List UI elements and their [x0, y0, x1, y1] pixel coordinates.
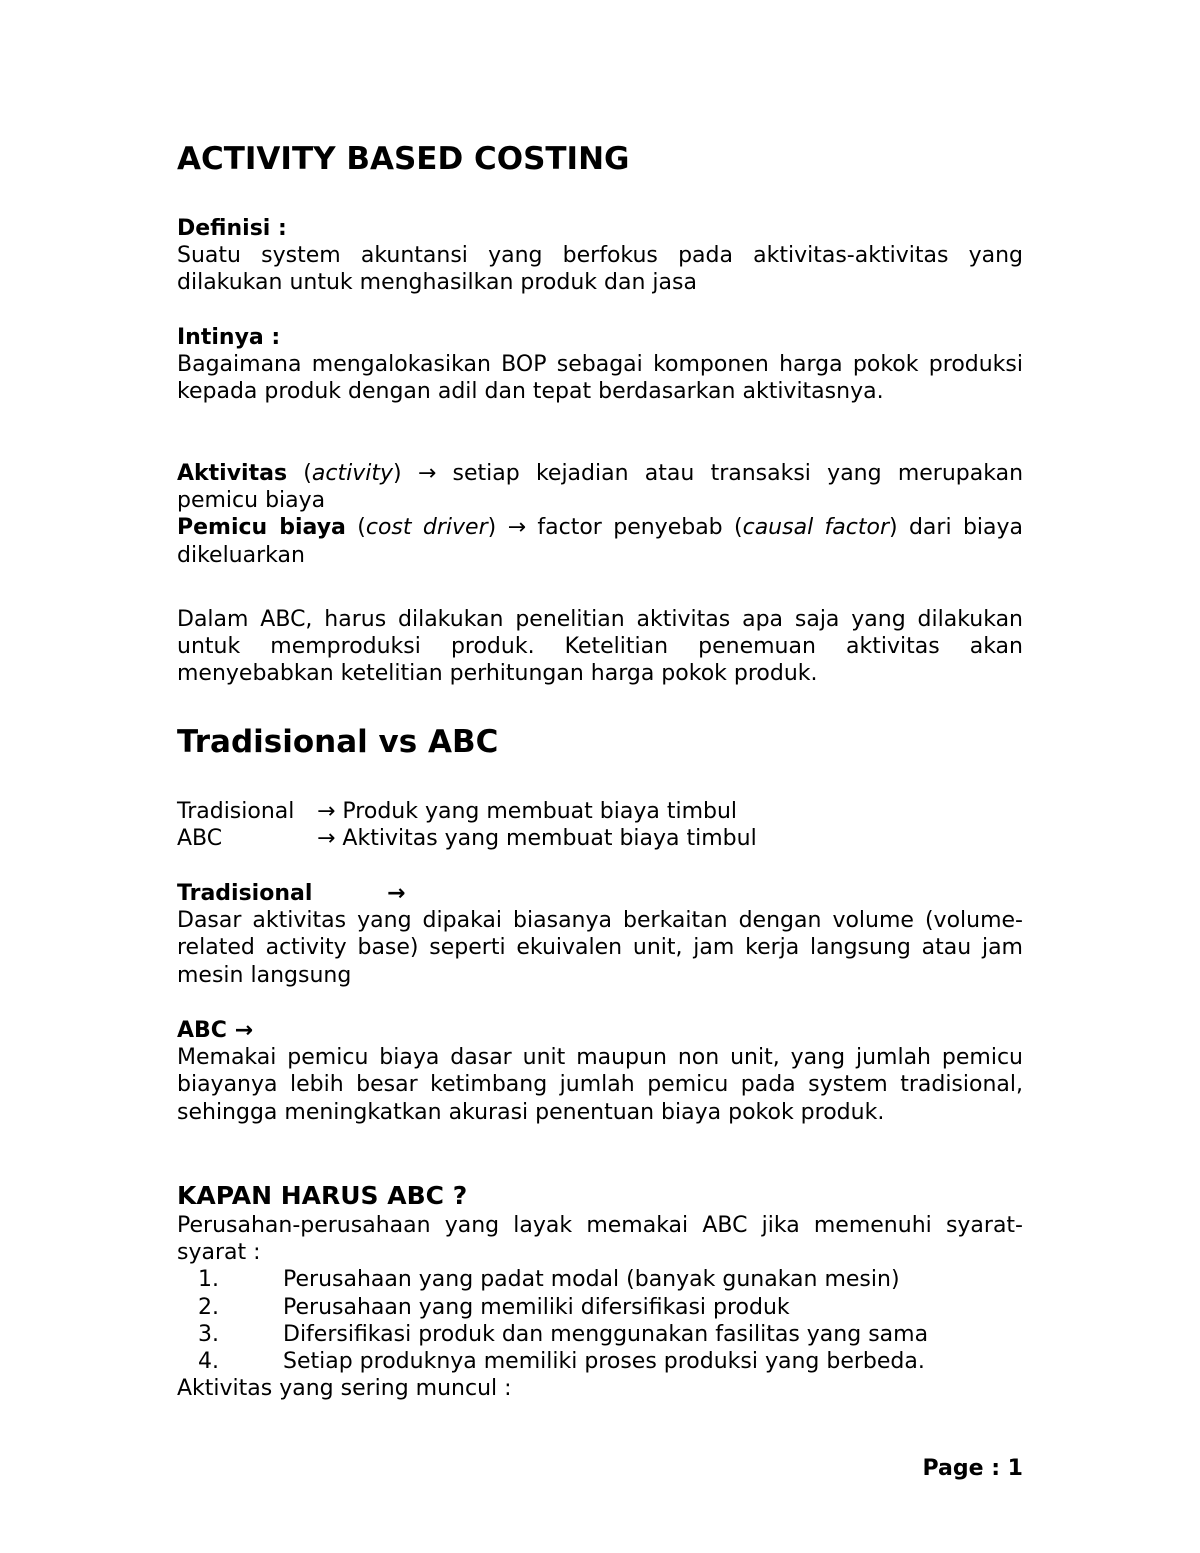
kapan-intro: Perusahan-perusahaan yang layak memakai ABC jika memenuhi syarat-syarat : [177, 1213, 1023, 1266]
abc-label: ABC → [177, 1018, 254, 1043]
list-item: 3. Difersifikasi produk dan menggunakan fasilitas yang sama [198, 1321, 929, 1347]
intinya-block [177, 324, 1023, 406]
section-heading-tradisional-vs-abc: Tradisional vs ABC [177, 724, 499, 760]
comparison-list [177, 798, 1023, 852]
kapan-outro: Aktivitas yang sering muncul : [177, 1376, 512, 1402]
tradisional-block [177, 880, 1023, 989]
right-arrow-icon: → [234, 1018, 254, 1043]
tradisional-label: Tradisional → [177, 881, 406, 906]
pemicu-english-causal: causal factor [742, 515, 890, 541]
right-arrow-icon: → [387, 881, 406, 906]
right-arrow-icon: → [317, 799, 336, 824]
list-item: 2. Perusahaan yang memiliki difersifikasi produk [198, 1294, 790, 1320]
aktivitas-definition: Aktivitas (activity) → setiap kejadian atau transaksi yang merupakan pemicu biaya Pemicu biaya (cost driver) → factor penyebab (causal factor) dari biaya dikeluarkan [177, 461, 1024, 568]
list-item: 4. Setiap produknya memiliki proses produksi yang berbeda. [198, 1349, 925, 1375]
definisi-block [177, 215, 1023, 297]
abc-text: Memakai pemicu biaya dasar unit maupun non unit, yang jumlah pemicu biayanya lebih besar ketimbang jumlah pemicu pada system tradisional, sehingga meningkatkan akurasi penentuan biaya pokok produk. [177, 1045, 1023, 1125]
intinya-text: Bagaimana mengalokasikan BOP sebagai komponen harga pokok produksi kepada produk dengan adil dan tepat berdasarkan aktivitasnya. [177, 352, 1023, 405]
pemicu-term: Pemicu biaya [177, 515, 346, 541]
pemicu-english: cost driver [365, 515, 488, 541]
document-page [177, 0, 1023, 1553]
tradisional-text: Dasar aktivitas yang dipakai biasanya berkaitan dengan volume (volume-related activity base) seperti ekuivalen unit, jam kerja langsung atau jam mesin langsung [177, 908, 1023, 988]
right-arrow-icon: → [317, 826, 336, 852]
abc-block [177, 1017, 1023, 1126]
list-item: 1. Perusahaan yang padat modal (banyak gunakan mesin) [198, 1267, 900, 1293]
right-arrow-icon: → [417, 461, 437, 486]
pemicu-definition: Pemicu biaya (cost driver) → factor penyebab (causal factor) dari biaya dikeluarkan [177, 515, 1024, 568]
definisi-text: Suatu system akuntansi yang berfokus pada aktivitas-aktivitas yang dilakukan untuk menghasilkan produk dan jasa [177, 243, 1023, 296]
page-number: Page : 1 [922, 1456, 1023, 1481]
aktivitas-text: setiap kejadian atau transaksi yang merupakan pemicu biaya [177, 461, 1024, 514]
section-heading-kapan: KAPAN HARUS ABC ? [177, 1181, 468, 1210]
dalam-abc-paragraph: Dalam ABC, harus dilakukan penelitian aktivitas apa saja yang dilakukan untuk memproduksi produk. Ketelitian penemuan aktivitas akan menyebabkan ketelitian perhitungan harga pokok produk. [177, 607, 1023, 687]
intinya-label: Intinya : [177, 325, 281, 350]
syarat-list [177, 1266, 1023, 1375]
kapan-block [177, 1212, 1023, 1402]
aktivitas-english: activity [311, 461, 393, 486]
aktivitas-term: Aktivitas [177, 461, 288, 486]
right-arrow-icon: → [507, 515, 527, 541]
compare-row-abc: ABC → Aktivitas yang membuat biaya timbul [177, 826, 757, 852]
page-title: ACTIVITY BASED COSTING [177, 141, 630, 177]
definisi-label: Definisi : [177, 216, 287, 241]
compare-row-tradisional: Tradisional → Produk yang membuat biaya timbul [177, 799, 738, 824]
